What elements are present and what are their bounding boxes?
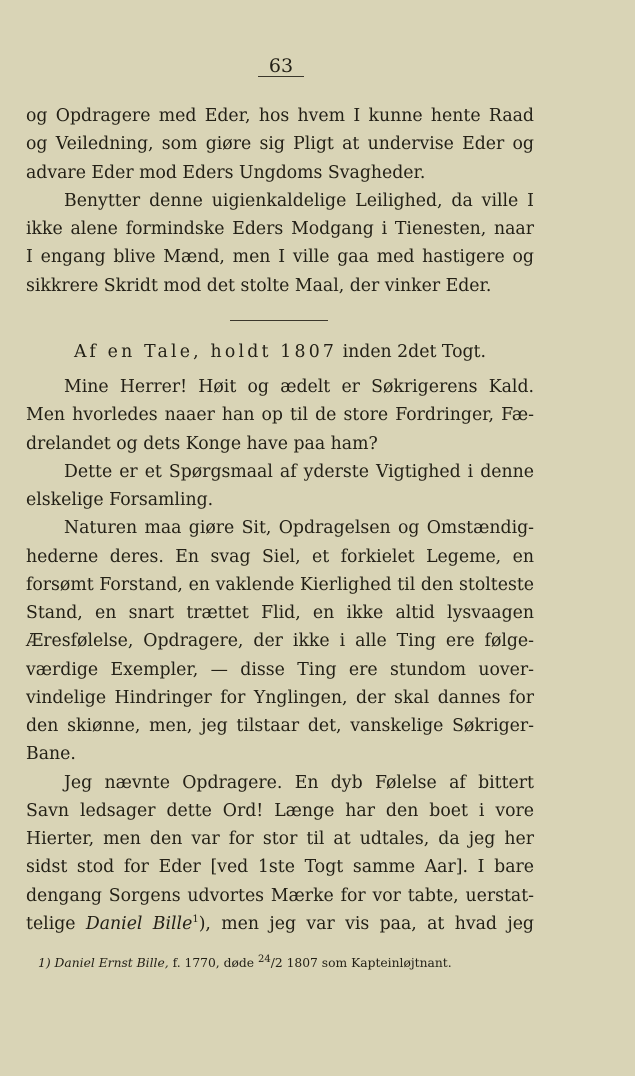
- text-line: og Opdragere med Eder, hos hvem I kunne hente Raad: [26, 106, 534, 126]
- text-line: elskelige Forsamling.: [26, 490, 214, 510]
- footnote-text-b: /2 1807 som Kapteinløjtnant.: [270, 956, 452, 970]
- text-line: Benytter denne uigienkaldelige Leilighed, da ville I: [64, 190, 534, 211]
- text-line: forsømt Forstand, en vaklende Kierlighed til den stolteste: [26, 574, 534, 595]
- text-line: hederne deres. En svag Siel, et forkielet Legeme, en: [26, 546, 534, 567]
- text-line: Savn ledsager dette Ord! Længe har den boet i vore: [26, 800, 534, 821]
- text-line: sikkrere Skridt mod det stolte Maal, der vinker Eder.: [26, 275, 492, 296]
- footnote: [38, 953, 452, 973]
- heading-spaced: Af en Tale, holdt 1807: [74, 342, 338, 362]
- footnote-ref: 1: [192, 913, 199, 925]
- text-line: Men hvorledes naaer han op til de store Fordringer, Fæ-: [26, 405, 534, 426]
- footnote-marker: 1): [38, 956, 51, 970]
- text-line: ikke alene formindske Eders Modgang i Tienesten, naar: [26, 219, 534, 239]
- text-line: Naturen maa giøre Sit, Opdragelsen og Omstændig-: [64, 518, 534, 539]
- text-line: sidst stod for Eder [ved 1ste Togt samme Aar]. I bare: [26, 857, 534, 878]
- footnote-date-sup: 24: [257, 953, 271, 965]
- body-text-top: [26, 102, 534, 300]
- text-line: og Veiledning, som giøre sig Pligt at undervise Eder og: [26, 134, 534, 155]
- text-line-last: [26, 910, 534, 938]
- footnote-text-a: f. 1770, døde: [168, 956, 258, 970]
- text-line: Stand, en snart trættet Flid, en ikke altid lysvaagen: [26, 603, 534, 623]
- text-line: advare Eder mod Eders Ungdoms Svagheder.: [26, 162, 426, 183]
- page-number: 63: [258, 56, 304, 77]
- person-name: Daniel Bille: [85, 913, 193, 934]
- text-line: Æresfølelse, Opdragere, der ikke i alle Ting ere følge-: [26, 631, 534, 652]
- footnote-name: Daniel Ernst Bille,: [54, 956, 169, 970]
- text-line: Dette er et Spørgsmaal af yderste Vigtighed i denne: [64, 461, 534, 482]
- section-divider: [230, 320, 328, 321]
- text-line: værdige Exempler, — disse Ting ere stundom uover-: [26, 659, 534, 680]
- text-line: den skiønne, men, jeg tilstaar det, vanskelige Søkriger-: [26, 716, 534, 736]
- section-heading: [26, 338, 534, 366]
- body-text-speech: [26, 373, 534, 938]
- text-line: Mine Herrer! Høit og ædelt er Søkrigerens Kald.: [64, 377, 534, 397]
- text-line: Bane.: [26, 744, 76, 765]
- last-line-post: ), men jeg var vis paa, at hvad jeg: [198, 913, 534, 934]
- last-line-pre: telige: [26, 913, 76, 934]
- heading-rest: inden 2det Togt.: [342, 342, 486, 362]
- text-line: drelandet og dets Konge have paa ham?: [26, 433, 378, 454]
- text-line: Jeg nævnte Opdragere. En dyb Følelse af bittert: [64, 772, 534, 793]
- text-line: I engang blive Mænd, men I ville gaa med hastigere og: [26, 247, 534, 268]
- text-line: Hierter, men den var for stor til at udtales, da jeg her: [26, 829, 534, 849]
- text-line: dengang Sorgens udvortes Mærke for vor tabte, uerstat-: [26, 885, 534, 906]
- text-line: vindelige Hindringer for Ynglingen, der skal dannes for: [26, 687, 534, 708]
